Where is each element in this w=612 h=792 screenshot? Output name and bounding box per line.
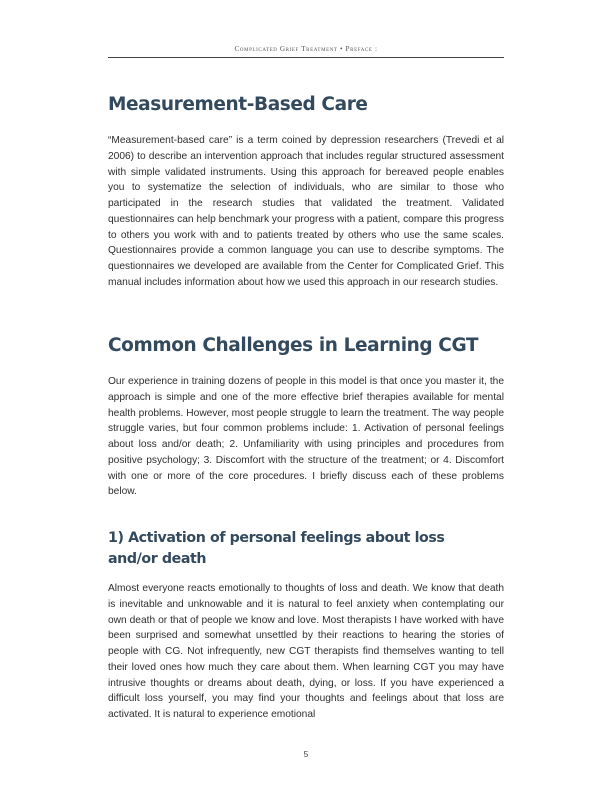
section-heading-challenges: Common Challenges in Learning CGT bbox=[108, 335, 479, 356]
paragraph-challenges: Our experience in training dozens of people in this model is that once you master it, the approach is simple and one of the more effective brief therapies available for mental health problems. However, most people struggle to learn the treatment. The way people struggle varies, but four common problems include: 1. Activation of personal feelings about loss and/or death; 2. Unfamiliarity with using principles and procedures from positive psychology; 3. Discomfort with the structure of the treatment; or 4. Discomfort with one or more of the core procedures. I briefly discuss each of these problems below. bbox=[108, 376, 504, 498]
running-head: Complicated Grief Treatment • Preface : bbox=[234, 45, 378, 53]
paragraph-activation: Almost everyone reacts emotionally to thoughts of loss and death. We know that death is inevitable and unknowable and it is natural to feel anxiety when contemplating our own death or that of people we know and love. Most therapists I have worked with have been surprised and somewhat unsettled by their reactions to hearing the stories of people with CG. Not infrequently, new CGT therapists find themselves wanting to tell their loved ones how much they care about them. When learning CGT you may have intrusive thoughts or dreams about death, dying, or loss. If you have experienced a difficult loss yourself, you may find your thoughts and feelings about that loss are activated. It is natural to experience emotional bbox=[108, 583, 504, 720]
paragraph-measurement: “Measurement-based care” is a term coined by depression researchers (Trevedi et al 2006) to describe an intervention approach that includes regular structured assessment with simple validated instruments. Using this approach for bereaved people enables you to systematize the selection of individuals, who are similar to those who participated in the research studies that validated the treatment. Validated questionnaires can help benchmark your progress with a patient, compare this progress to others you work with and to patients treated by others who use the same scales. Questionnaires provide a common language you can use to describe symptoms. The questionnaires we developed are available from the Center for Complicated Grief. This manual includes information about how we used this approach in our research studies. bbox=[108, 135, 504, 288]
subsection-heading-activation: 1) Activation of personal feelings about loss and/or death bbox=[108, 530, 445, 567]
page-number: 5 bbox=[303, 749, 309, 759]
section-heading-measurement: Measurement-Based Care bbox=[108, 94, 368, 115]
header-rule bbox=[108, 57, 504, 58]
